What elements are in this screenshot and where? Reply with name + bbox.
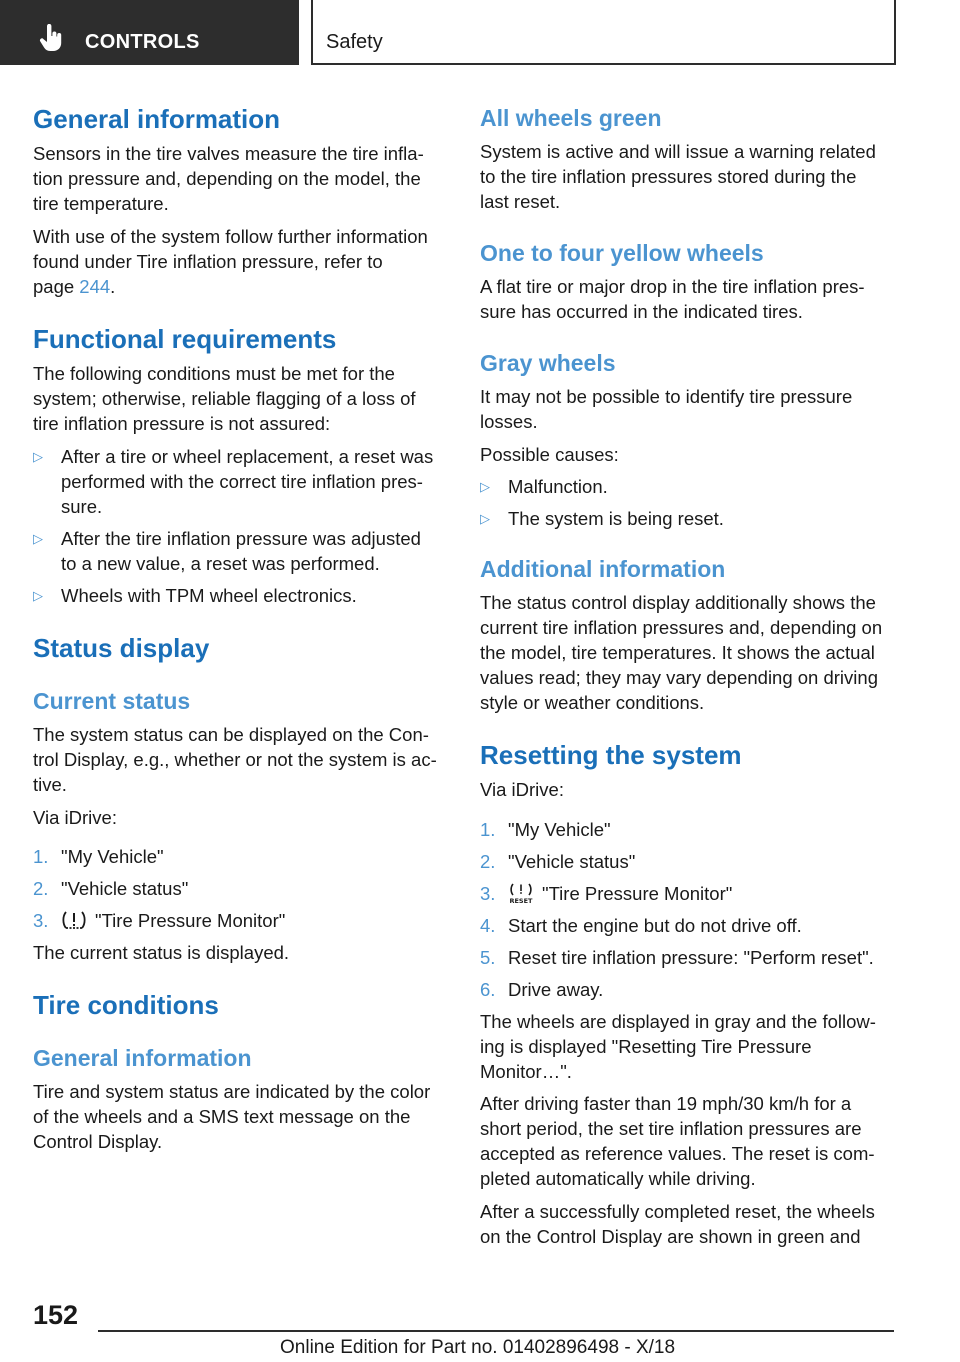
paragraph-gray: It may not be possible to identify tire pressure losses. <box>480 386 853 432</box>
tire-pressure-warning-icon <box>61 909 87 931</box>
heading-general-information: General information <box>33 104 281 134</box>
subheading-gray-wheels: Gray wheels <box>480 350 616 376</box>
paragraph-further-info: With use of the system follow further information found under Tire inflation pressure, refer to page 244. <box>33 226 428 297</box>
edition-text: Online Edition for Part no. 01402896498 - X/18 <box>280 1337 676 1358</box>
paragraph-successful-reset: After a successfully completed reset, the wheels on the Control Display are shown in green and <box>480 1201 875 1247</box>
chapter-tab <box>311 0 896 65</box>
bullet-arrow-icon: ▷ <box>33 588 43 603</box>
bullet-arrow-icon: ▷ <box>480 511 490 526</box>
possible-causes-label: Possible causes: <box>480 444 619 465</box>
chapter-label: Safety <box>326 31 383 53</box>
paragraph-additional: The status control display additionally shows the current tire inflation pressures and, depending on the model, tire temperatures. It shows the actual values read; they may vary depending on driving style or weather conditions. <box>480 592 883 713</box>
heading-status-display: Status display <box>33 633 210 663</box>
heading-functional-requirements: Functional requirements <box>33 324 337 354</box>
subheading-general-information: General information <box>33 1045 252 1071</box>
bullet-arrow-icon: ▷ <box>33 531 43 546</box>
subheading-yellow-wheels: One to four yellow wheels <box>480 240 764 266</box>
via-idrive-label: Via iDrive: <box>33 807 117 828</box>
page-number: 152 <box>33 1300 79 1330</box>
paragraph-sensors: Sensors in the tire valves measure the tire infla- tion pressure and, depending on the model, the tire temperature. <box>33 143 424 214</box>
subheading-additional-information: Additional information <box>480 556 726 582</box>
bullet-arrow-icon: ▷ <box>480 479 490 494</box>
section-tab-controls <box>0 0 299 65</box>
footer-divider <box>98 1330 894 1332</box>
paragraph-driving-faster: After driving faster than 19 mph/30 km/h for a short period, the set tire inflation pressures are accepted as reference values. The reset is com- pleted automatically while driving. <box>480 1093 875 1189</box>
paragraph-wheels-gray: The wheels are displayed in gray and the follow- ing is displayed "Resetting Tire Pressure Monitor…". <box>480 1011 876 1082</box>
subheading-current-status: Current status <box>33 688 191 714</box>
svg-text:RESET: RESET <box>509 897 533 904</box>
via-idrive-label: Via iDrive: <box>480 779 564 800</box>
hand-pointer-icon <box>38 24 64 52</box>
bullet-arrow-icon: ▷ <box>33 449 43 464</box>
tire-pressure-reset-icon <box>508 882 534 904</box>
status-result-text: The current status is displayed. <box>33 942 290 963</box>
heading-resetting-the-system: Resetting the system <box>480 740 742 770</box>
paragraph-tire-status: Tire and system status are indicated by the color of the wheels and a SMS text message on the Control Display. <box>33 1081 431 1152</box>
paragraph-status-system: The system status can be displayed on the Con- trol Display, e.g., whether or not the system is ac- tive. <box>33 724 437 795</box>
section-label: CONTROLS <box>85 31 200 53</box>
paragraph-all-green: System is active and will issue a warning related to the tire inflation pressures stored during the last reset. <box>480 141 876 212</box>
paragraph-conditions: The following conditions must be met for the system; otherwise, reliable flagging of a loss of tire inflation pressure is not assured: <box>33 363 416 434</box>
heading-tire-conditions: Tire conditions <box>33 990 219 1020</box>
paragraph-yellow: A flat tire or major drop in the tire inflation pres- sure has occurred in the indicated tires. <box>480 276 865 322</box>
page-reference-link[interactable]: 244 <box>79 276 111 297</box>
subheading-all-wheels-green: All wheels green <box>480 105 662 131</box>
